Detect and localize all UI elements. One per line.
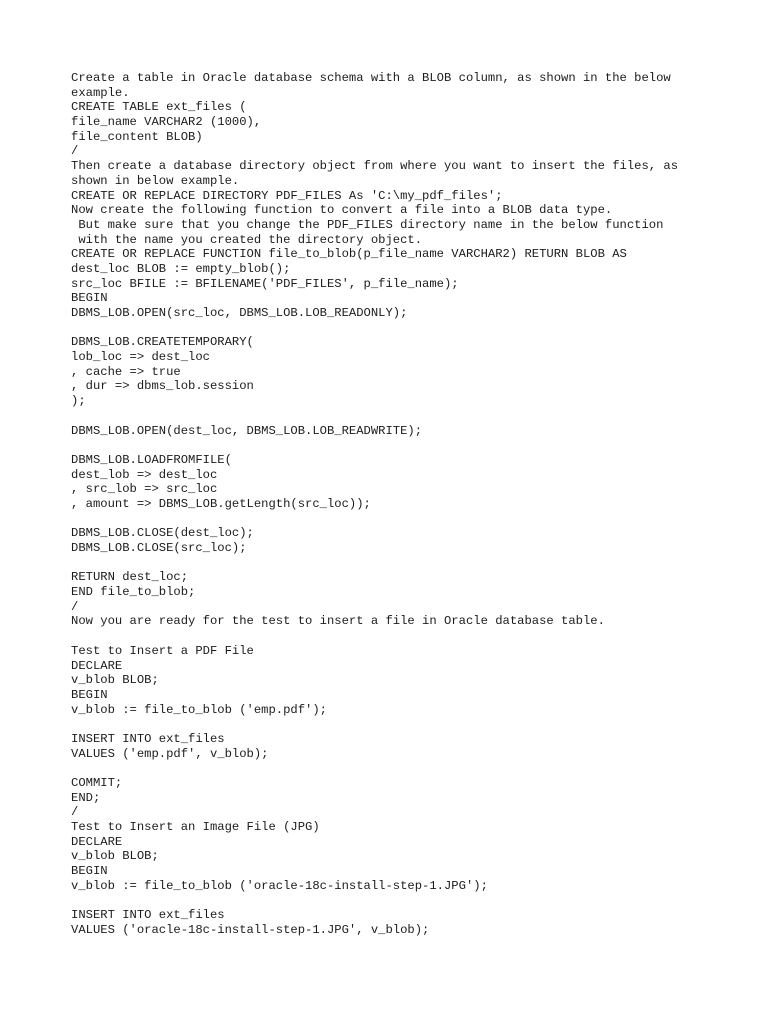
text-line: Now you are ready for the test to insert a file in Oracle database table. <box>71 614 605 629</box>
text-line: , dur => dbms_lob.session <box>71 379 254 394</box>
text-line: DBMS_LOB.CREATETEMPORARY( <box>71 335 254 350</box>
text-line: v_blob BLOB; <box>71 849 159 864</box>
blank-line <box>71 438 731 453</box>
blank-line <box>71 629 731 644</box>
text-line: DBMS_LOB.OPEN(src_loc, DBMS_LOB.LOB_READONLY); <box>71 306 408 320</box>
text-line: Test to Insert an Image File (JPG) <box>71 820 320 835</box>
text-line: example. <box>71 85 130 100</box>
text-line: / <box>71 805 79 820</box>
text-line: , cache => true <box>71 364 181 379</box>
text-line: END; <box>71 790 101 805</box>
blank-line <box>71 717 731 732</box>
blank-line <box>71 556 731 571</box>
text-line: shown in below example. <box>71 173 240 188</box>
blank-line <box>71 321 731 336</box>
text-line: v_blob := file_to_blob ('oracle-18c-install-step-1.JPG'); <box>71 878 488 893</box>
blank-line <box>71 409 731 424</box>
text-line: dest_loc BLOB := empty_blob(); <box>71 261 291 276</box>
text-line: Then create a database directory object from where you want to insert the files, as <box>71 159 679 174</box>
text-line: DBMS_LOB.LOADFROMFILE( <box>71 452 232 467</box>
text-line: VALUES ('emp.pdf', v_blob); <box>71 746 269 761</box>
text-line: But make sure that you change the PDF_FILES directory name in the below function <box>71 217 664 232</box>
text-line: DBMS_LOB.OPEN(dest_loc, DBMS_LOB.LOB_READWRITE); <box>71 423 423 438</box>
text-line: Create a table in Oracle database schema with a BLOB column, as shown in the below <box>71 71 671 85</box>
text-line: lob_loc => dest_loc <box>71 350 210 365</box>
text-line: DECLARE <box>71 658 123 673</box>
text-line: file_content BLOB) <box>71 129 203 144</box>
document-body <box>71 71 731 938</box>
text-line: file_name VARCHAR2 (1000), <box>71 115 262 130</box>
text-line: BEGIN <box>71 291 108 306</box>
text-line: CREATE OR REPLACE FUNCTION file_to_blob(p_file_name VARCHAR2) RETURN BLOB AS <box>71 247 627 262</box>
text-line: Now create the following function to convert a file into a BLOB data type. <box>71 203 613 218</box>
text-line: ); <box>71 394 86 409</box>
blank-line <box>71 761 731 776</box>
text-line: / <box>71 599 79 614</box>
blank-line <box>71 512 731 527</box>
text-line: END file_to_blob; <box>71 585 196 600</box>
text-line: BEGIN <box>71 864 108 879</box>
text-line: CREATE TABLE ext_files ( <box>71 100 247 115</box>
text-line: v_blob BLOB; <box>71 673 159 688</box>
blank-line <box>71 894 731 909</box>
text-line: DECLARE <box>71 834 123 849</box>
text-line: Test to Insert a PDF File <box>71 643 254 658</box>
text-line: , src_lob => src_loc <box>71 482 218 497</box>
text-line: BEGIN <box>71 687 108 702</box>
text-line: VALUES ('oracle-18c-install-step-1.JPG', v_blob); <box>71 922 430 937</box>
text-line: INSERT INTO ext_files <box>71 908 225 923</box>
text-line: COMMIT; <box>71 776 123 790</box>
text-line: DBMS_LOB.CLOSE(src_loc); <box>71 541 247 555</box>
text-line: , amount => DBMS_LOB.getLength(src_loc)); <box>71 496 371 511</box>
text-line: INSERT INTO ext_files <box>71 731 225 746</box>
text-line: src_loc BFILE := BFILENAME('PDF_FILES', p_file_name); <box>71 276 459 291</box>
text-line: v_blob := file_to_blob ('emp.pdf'); <box>71 702 327 717</box>
text-line: RETURN dest_loc; <box>71 570 189 585</box>
text-line: with the name you created the directory object. <box>71 232 423 247</box>
text-line: dest_lob => dest_loc <box>71 467 218 482</box>
text-line: CREATE OR REPLACE DIRECTORY PDF_FILES As 'C:\my_pdf_files'; <box>71 188 503 203</box>
text-line: DBMS_LOB.CLOSE(dest_loc); <box>71 526 254 541</box>
text-line: / <box>71 144 79 159</box>
